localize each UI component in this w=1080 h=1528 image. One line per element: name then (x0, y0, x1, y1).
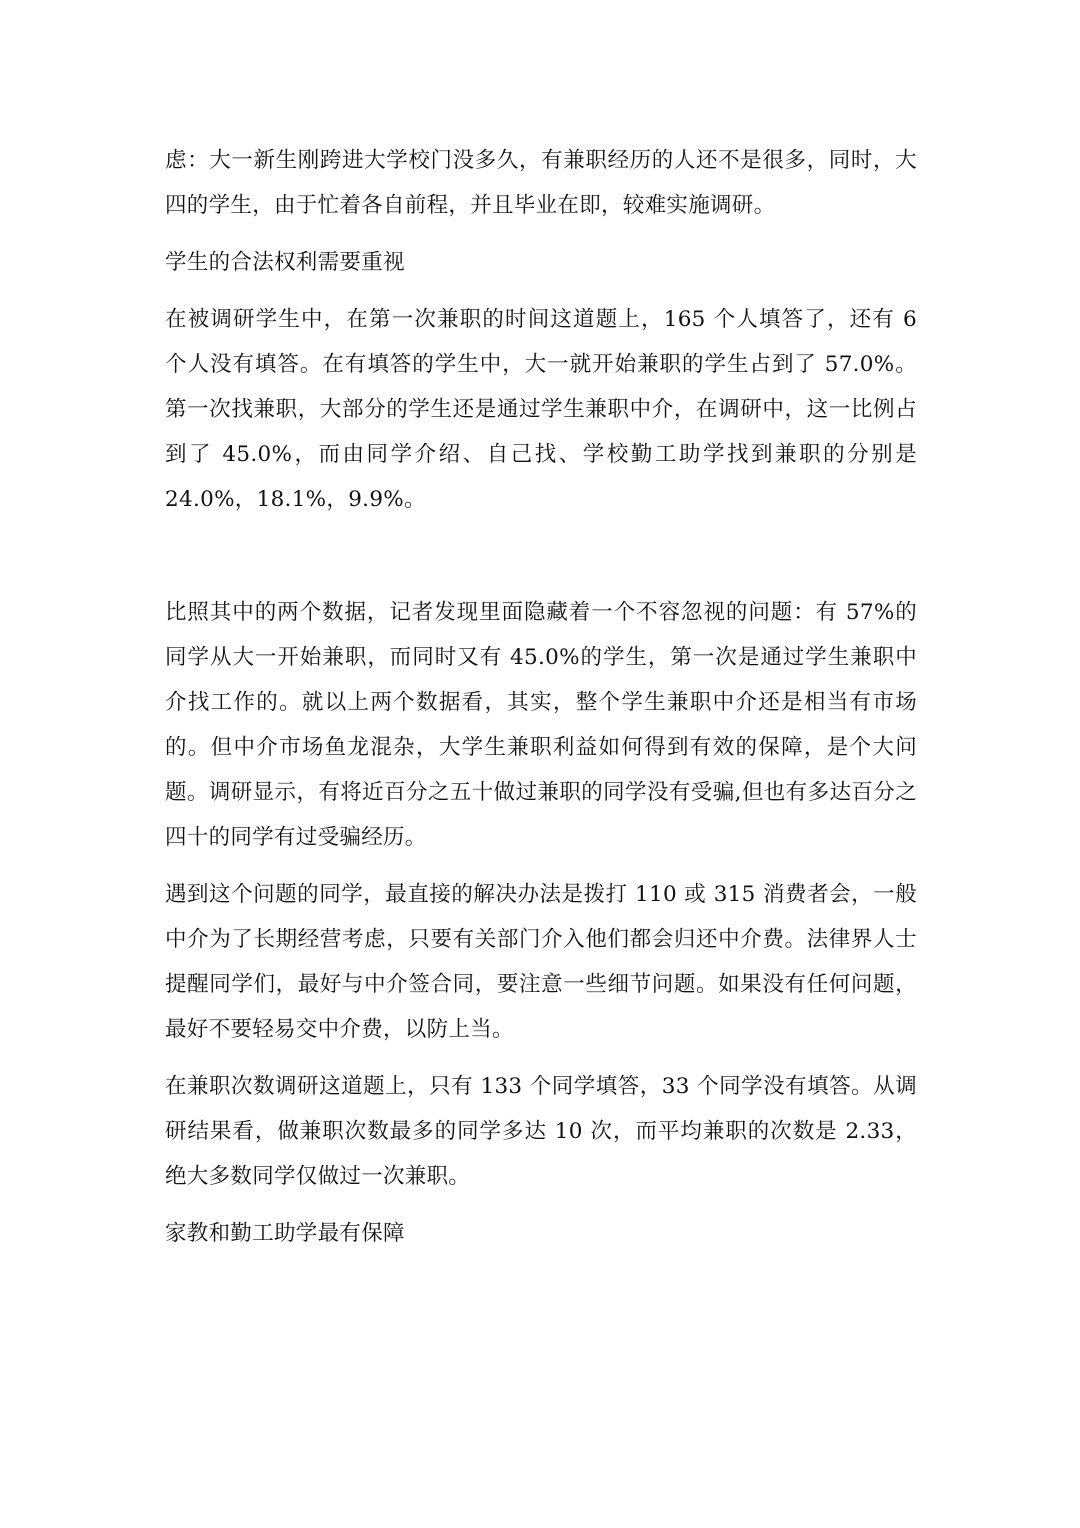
section-heading-student-rights: 学生的合法权利需要重视 (165, 250, 405, 275)
paragraph-agency-analysis: 比照其中的两个数据，记者发现里面隐藏着一个不容忽视的问题：有 57%的同学从大一开始兼职，而同时又有 45.0%的学生，第一次是通过学生兼职中介找工作的。就以上两个数据看，其实，整个学生兼职中介还是相当有市场的。但中介市场鱼龙混杂，大学生兼职利益如何得到有效的保障，是个大问题。调研显示，有将近百分之五十做过兼职的同学没有受骗,但也有多达百分之四十的同学有过受骗经历。 (165, 600, 917, 850)
paragraph-job-count-survey: 在兼职次数调研这道题上，只有 133 个同学填答，33 个同学没有填答。从调研结果看，做兼职次数最多的同学多达 10 次，而平均兼职的次数是 2.33，绝大多数同学仅做过一次兼职。 (165, 1074, 917, 1189)
paragraph-legal-advice: 遇到这个问题的同学，最直接的解决办法是拨打 110 或 315 消费者会，一般中介为了长期经营考虑，只要有关部门介入他们都会归还中介费。法律界人士提醒同学们，最好与中介签合同，要注意一些细节问题。如果没有任何问题，最好不要轻易交中介费，以防上当。 (165, 882, 917, 1042)
paragraph-first-job-survey: 在被调研学生中，在第一次兼职的时间这道题上，165 个人填答了，还有 6 个人没有填答。在有填答的学生中，大一就开始兼职的学生占到了 57.0%。第一次找兼职，大部分的学生还是通过学生兼职中介，在调研中，这一比例占到了 45.0%，而由同学介绍、自己找、学校勤工助学找到兼职的分别是 24.0%，18.1%，9.9%。 (165, 307, 917, 512)
paragraph-intro-continuation: 虑：大一新生刚跨进大学校门没多久，有兼职经历的人还不是很多，同时，大四的学生，由于忙着各自前程，并且毕业在即，较难实施调研。 (165, 148, 917, 218)
document-body (165, 138, 917, 1268)
section-heading-tutoring: 家教和勤工助学最有保障 (165, 1221, 405, 1246)
